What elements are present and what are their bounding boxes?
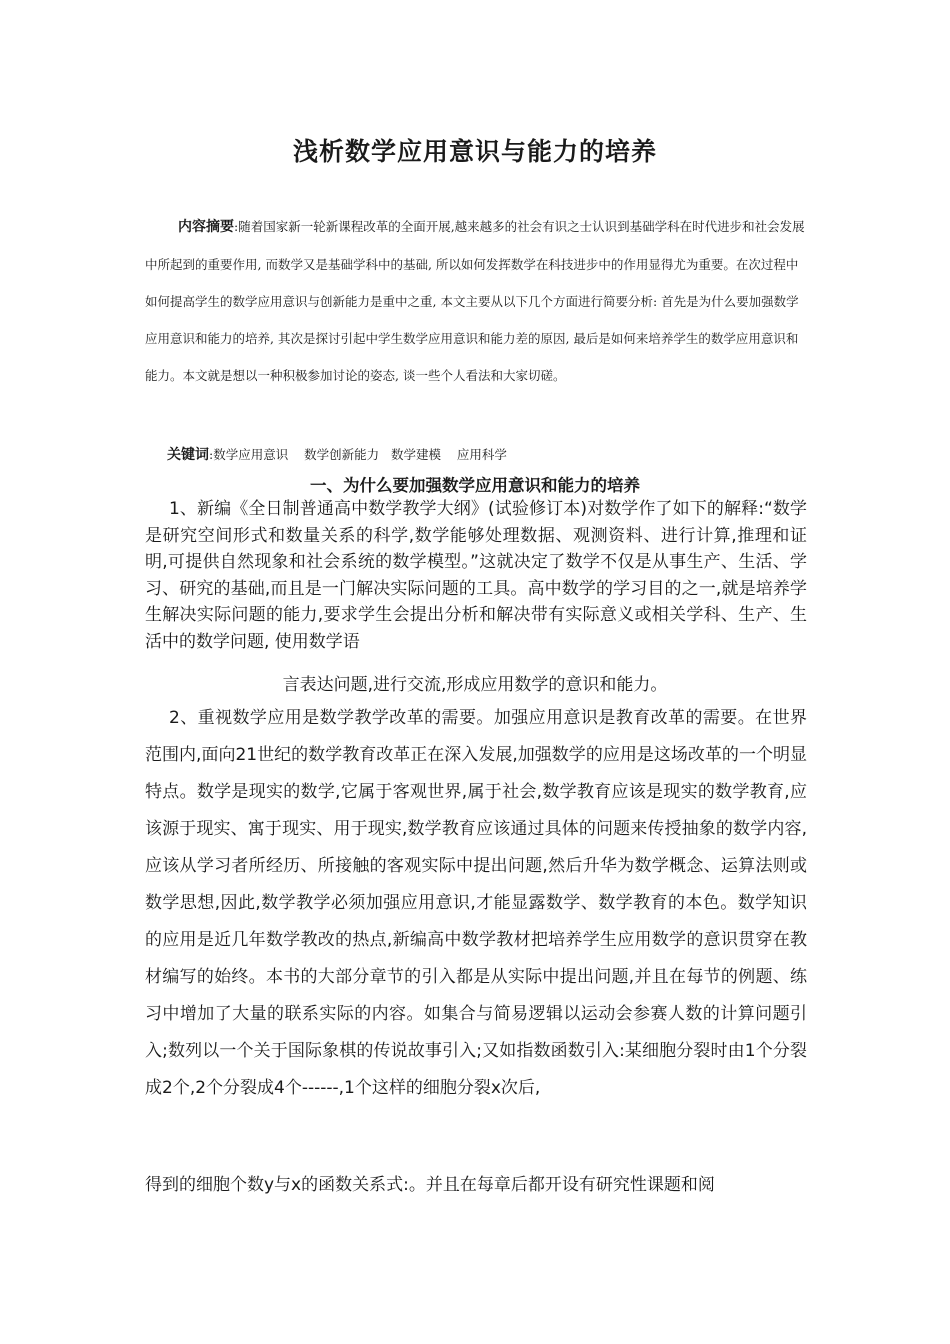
abstract-text: :随着国家新一轮新课程改革的全面开展,越来越多的社会有识之士认识到基础学科在时代进步和社会发展中所起到的重要作用, 而数学又是基础学科中的基础, 所以如何发挥数学在科技进步中的作用显得尤为重要。在次过程中如何提高学生的数学应用意识与创新能力是重中之重, 本文主要从以下几个方面进行简要分析: 首先是为什么要加强数学应用意识和能力的培养, 其次是探讨引起中学生数学应用意识和能力差的原因, 最后是如何来培养学生的数学应用意识和能力。本文就是想以一种积极参加讨论的姿态, 谈一些个人看法和大家切磋。 xyxy=(145,219,805,383)
body-paragraph-1: 1、新编《全日制普通高中数学教学大纲》(试验修订本)对数学作了如下的解释:“数学是研究空间形式和数量关系的科学,数学能够处理数据、观测资料、进行计算,推理和证明,可提供自然现象和社会系统的数学模型。”这就决定了数学不仅是从事生产、生活、学习、研究的基础,而且是一门解决实际问题的工具。高中数学的学习目的之一,就是培养学生解决实际问题的能力,要求学生会提出分析和解决带有实际意义或相关学科、生产、生活中的数学问题, 使用数学语 xyxy=(145,499,807,652)
body-paragraph-2-continuation: 得到的细胞个数y与x的函数关系式:。并且在每章后都开设有研究性课题和阅 xyxy=(145,1175,715,1195)
abstract-label: 内容摘要 xyxy=(178,219,234,235)
keywords-text: :数学应用意识 数学创新能力 数学建模 应用科学 xyxy=(209,447,507,462)
section-heading: 一、为什么要加强数学应用意识和能力的培养 xyxy=(310,476,640,495)
document-title: 浅析数学应用意识与能力的培养 xyxy=(292,137,657,166)
keywords-line xyxy=(167,440,827,470)
abstract-paragraph xyxy=(145,208,807,394)
body-paragraph-2: 2、重视数学应用是数学教学改革的需要。加强应用意识是教育改革的需要。在世界范围内,面向21世纪的数学教育改革正在深入发展,加强数学的应用是这场改革的一个明显特点。数学是现实的数学,它属于客观世界,属于社会,数学教育应该是现实的数学教育,应该源于现实、寓于现实、用于现实,数学教育应该通过具体的问题来传授抽象的数学内容,应该从学习者所经历、所接触的客观实际中提出问题,然后升华为数学概念、运算法则或数学思想,因此,数学教学必须加强应用意识,才能显露数学、数学教育的本色。数学知识的应用是近几年数学教改的热点,新编高中数学教材把培养学生应用数学的意识贯穿在教材编写的始终。本书的大部分章节的引入都是从实际中提出问题,并且在每节的例题、练习中增加了大量的联系实际的内容。如集合与简易逻辑以运动会参赛人数的计算问题引入;数列以一个关于国际象棋的传说故事引入;又如指数函数引入:某细胞分裂时由1个分裂成2个,2个分裂成4个------,1个这样的细胞分裂x次后, xyxy=(145,708,807,1098)
body-paragraph-1-continuation: 言表达问题,进行交流,形成应用数学的意识和能力。 xyxy=(282,675,668,695)
keywords-label: 关键词 xyxy=(167,447,209,463)
